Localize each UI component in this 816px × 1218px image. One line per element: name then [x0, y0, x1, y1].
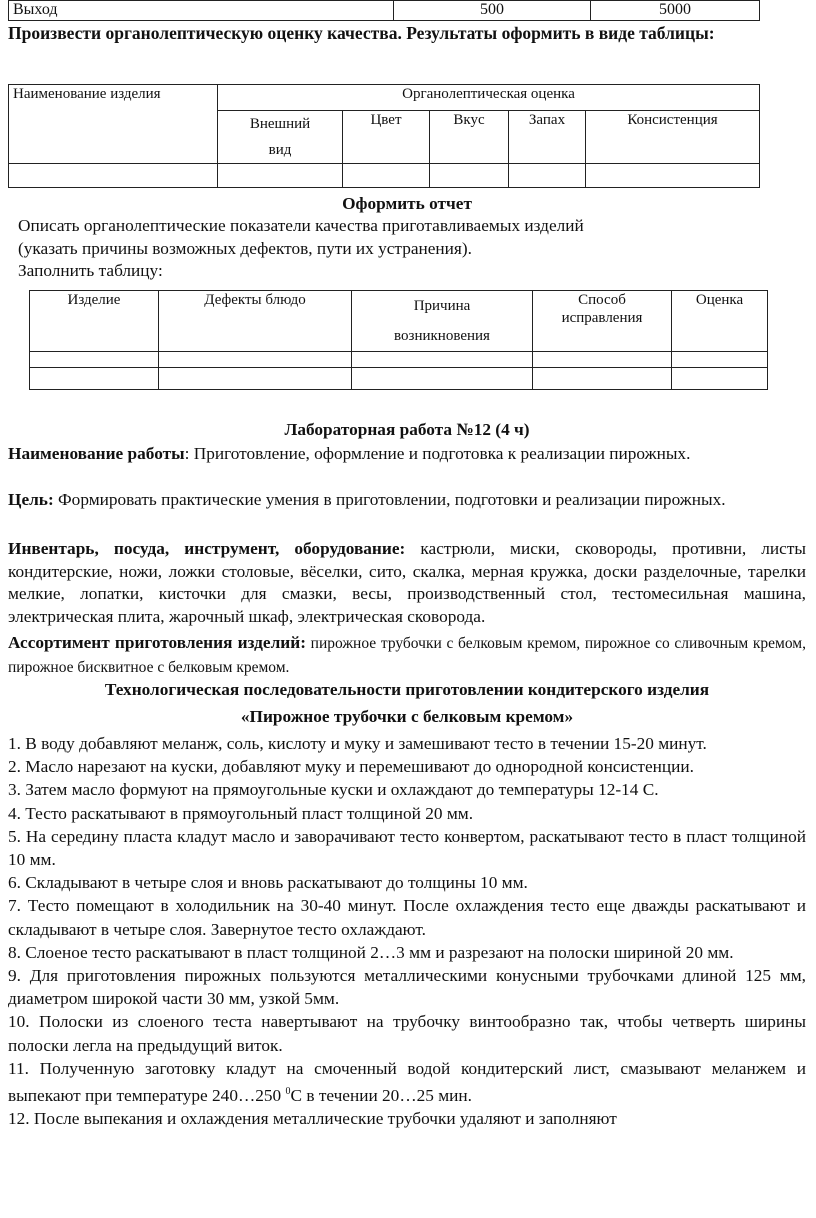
- col-organoleptic: Органолептическая оценка: [218, 85, 760, 111]
- col-product-name: Наименование изделия: [9, 85, 218, 164]
- step-item: 10. Полоски из слоеного теста навертывают на трубочку винтообразно так, чтобы четверть ширины полоски легла на предыдущий виток.: [8, 1012, 806, 1055]
- empty-cell: [352, 352, 533, 368]
- report-title: Оформить отчет: [342, 194, 472, 213]
- lab-name: Наименование работы: Приготовление, оформление и подготовка к реализации пирожных.: [8, 444, 691, 463]
- empty-cell: [159, 352, 352, 368]
- empty-cell: [586, 164, 760, 188]
- empty-cell: [352, 368, 533, 390]
- yield-500: 500: [394, 1, 591, 21]
- step-item: 7. Тесто помещают в холодильник на 30-40 минут. После охлаждения тесто еще дважды раскатывают и складывают в четыре слоя. Завернутое тесто охлаждают.: [8, 896, 806, 939]
- empty-cell: [343, 164, 430, 188]
- defects-table: [29, 290, 768, 390]
- empty-cell: [430, 164, 509, 188]
- col-defects: Дефекты блюдо: [159, 291, 352, 352]
- col-color: Цвет: [343, 111, 430, 164]
- empty-cell: [159, 368, 352, 390]
- empty-cell: [672, 352, 768, 368]
- report-text: Описать органолептические показатели качества приготавливаемых изделий (указать причины возможных дефектов, пути их устранения). Заполнить таблицу:: [18, 216, 584, 281]
- col-appearance: Внешний вид: [218, 111, 343, 164]
- lab-inventory: Инвентарь, посуда, инструмент, оборудование: кастрюли, миски, сковороды, противни, листы кондитерские, ножи, ложки столовые, вёселки, сито, скалка, мерная кружка, доски разделочные, тарелки мелкие, лопатки, кисточки для смазки, весы, производственный стол, тестомесильная машина, электрическая плита, жарочный шкаф, электрическая сковорода.: [8, 539, 806, 626]
- yield-5000: 5000: [591, 1, 760, 21]
- empty-cell: [9, 164, 218, 188]
- organoleptic-table: [8, 84, 760, 188]
- step-item: 2. Масло нарезают на куски, добавляют муку и перемешивают до однородной консистенции.: [8, 757, 694, 777]
- empty-cell: [30, 352, 159, 368]
- lab-assortment: Ассортимент приготовления изделий: пирожное трубочки с белковым кремом, пирожное со сливочным кремом, пирожное бисквитное с белковым кремом.: [8, 633, 806, 676]
- col-fix: Способ исправления: [533, 291, 672, 352]
- step-item: 8. Слоеное тесто раскатывают в пласт толщиной 2…3 мм и разрезают на полоски шириной 20 мм.: [8, 942, 734, 962]
- col-product: Изделие: [30, 291, 159, 352]
- step-item: 11. Полученную заготовку кладут на смоченный водой кондитерский лист, смазывают меланжем и выпекают при температуре 240…250 $^0$С в течении 20…25 мин.: [8, 1058, 806, 1105]
- steps-list: [8, 732, 806, 1130]
- empty-cell: [533, 368, 672, 390]
- step-item: 9. Для приготовления пирожных пользуются металлическими конусными трубочками длиной 125 мм, диаметром широкой части 30 мм, узкой 5мм.: [8, 966, 806, 1009]
- col-smell: Запах: [509, 111, 586, 164]
- col-consistency: Консистенция: [586, 111, 760, 164]
- empty-cell: [672, 368, 768, 390]
- empty-cell: [218, 164, 343, 188]
- yield-table: [8, 0, 760, 21]
- col-cause: Причина возникновения: [352, 291, 533, 352]
- tech-title-2: «Пирожное трубочки с белковым кремом»: [240, 707, 574, 726]
- step-item: 5. На середину пласта кладут масло и заворачивают тесто конвертом, раскатывают тесто в пласт толщиной 10 мм.: [8, 826, 806, 870]
- col-rating: Оценка: [672, 291, 768, 352]
- step-item: 1. В воду добавляют меланж, соль, кислоту и муку и замешивают тесто в течении 15-20 минут.: [8, 734, 707, 753]
- empty-cell: [509, 164, 586, 188]
- lab-title: Лабораторная работа №12 (4 ч): [284, 420, 530, 439]
- empty-cell: [30, 368, 159, 390]
- yield-label: Выход: [9, 1, 394, 21]
- empty-cell: [533, 352, 672, 368]
- task-heading: Произвести органолептическую оценку качества. Результаты оформить в виде таблицы:: [8, 23, 715, 43]
- step-item: 12. После выпекания и охлаждения металлические трубочки удаляют и заполняют: [8, 1109, 617, 1129]
- step-item: 4. Тесто раскатывают в прямоугольный пласт толщиной 20 мм.: [8, 803, 474, 823]
- lab-goal: Цель: Формировать практические умения в приготовлении, подготовки и реализации пирожных.: [8, 490, 726, 509]
- step-item: 6. Складывают в четыре слоя и вновь раскатывают до толщины 10 мм.: [8, 873, 528, 893]
- tech-title-1: Технологическая последовательности приготовлении кондитерского изделия: [104, 680, 710, 699]
- col-taste: Вкус: [430, 111, 509, 164]
- step-item: 3. Затем масло формуют на прямоугольные куски и охлаждают до температуры 12-14 С.: [8, 780, 659, 800]
